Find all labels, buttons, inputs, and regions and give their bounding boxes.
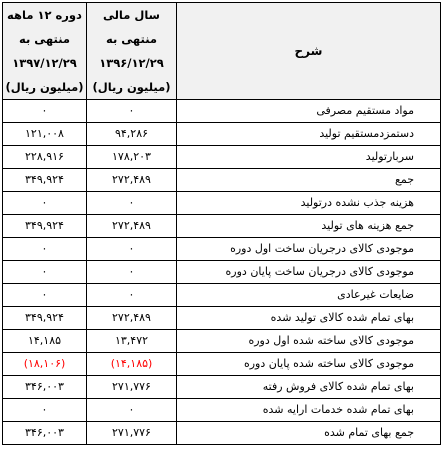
header-description: شرح [177, 3, 441, 100]
cell-curr-period: ۲۷۲,۴۸۹ [87, 307, 177, 330]
cell-prev-period: ۱۲۱,۰۰۸ [3, 123, 87, 146]
cell-description: موجودی کالای درجریان ساخت اول دوره [177, 238, 441, 261]
cell-description: مواد مستقیم مصرفی [177, 100, 441, 123]
cell-prev-period: ۳۴۹,۹۲۴ [3, 307, 87, 330]
cell-description: هزینه جذب نشده درتولید [177, 192, 441, 215]
table-row [3, 307, 441, 330]
cell-curr-period: ۲۷۱,۷۷۶ [87, 376, 177, 399]
cell-description: بهای تمام شده کالای تولید شده [177, 307, 441, 330]
header-prev-line-4: (میلیون ریال) [5, 80, 84, 94]
cell-description: موجودی کالای درجریان ساخت پایان دوره [177, 261, 441, 284]
table-row [3, 169, 441, 192]
cell-curr-period: ۰ [87, 284, 177, 307]
cell-description: بهای تمام شده کالای فروش رفته [177, 376, 441, 399]
cell-description: جمع [177, 169, 441, 192]
cell-prev-period: (۱۸,۱۰۶) [3, 353, 87, 376]
cell-prev-period: ۳۴۶,۰۰۳ [3, 376, 87, 399]
table-row [3, 238, 441, 261]
cell-description: جمع بهای تمام شده [177, 422, 441, 445]
cell-prev-period: ۰ [3, 100, 87, 123]
cell-curr-period: ۲۷۲,۴۸۹ [87, 169, 177, 192]
header-prev-line-1: دوره ۱۲ ماهه [7, 8, 82, 22]
cell-prev-period: ۱۴,۱۸۵ [3, 330, 87, 353]
table-row [3, 422, 441, 445]
header-prev-period [3, 3, 87, 100]
table-row [3, 215, 441, 238]
cell-description: موجودی کالای ساخته شده پایان دوره [177, 353, 441, 376]
header-curr-line-2: منتهی به [105, 32, 158, 46]
cell-prev-period: ۰ [3, 238, 87, 261]
cost-of-goods-table [2, 2, 441, 445]
cell-curr-period: ۲۷۱,۷۷۶ [87, 422, 177, 445]
table-row [3, 376, 441, 399]
header-curr-period [87, 3, 177, 100]
table-row [3, 123, 441, 146]
cell-prev-period: ۰ [3, 284, 87, 307]
cell-curr-period: ۱۷۸,۲۰۳ [87, 146, 177, 169]
cell-curr-period: ۰ [87, 238, 177, 261]
cell-curr-period: ۰ [87, 261, 177, 284]
table-header-row [3, 3, 441, 100]
cell-prev-period: ۰ [3, 399, 87, 422]
cell-description: سربارتولید [177, 146, 441, 169]
table-row [3, 100, 441, 123]
cell-prev-period: ۳۴۹,۹۲۴ [3, 169, 87, 192]
cell-curr-period: ۱۳,۴۷۲ [87, 330, 177, 353]
cell-prev-period: ۳۴۶,۰۰۳ [3, 422, 87, 445]
cell-curr-period: (۱۴,۱۸۵) [87, 353, 177, 376]
cell-curr-period: ۰ [87, 399, 177, 422]
table-row [3, 192, 441, 215]
cell-description: بهای تمام شده خدمات ارایه شده [177, 399, 441, 422]
header-curr-line-1: سال مالی [102, 8, 160, 22]
table-row [3, 399, 441, 422]
header-curr-line-4: (میلیون ریال) [92, 80, 171, 94]
cell-description: موجودی کالای ساخته شده اول دوره [177, 330, 441, 353]
cell-description: دستمزدمستقیم تولید [177, 123, 441, 146]
header-prev-line-2: منتهی به [18, 32, 71, 46]
cell-curr-period: ۹۴,۲۸۶ [87, 123, 177, 146]
cell-prev-period: ۳۴۹,۹۲۴ [3, 215, 87, 238]
cell-curr-period: ۲۷۲,۴۸۹ [87, 215, 177, 238]
table-row [3, 261, 441, 284]
table-row [3, 146, 441, 169]
table-body [3, 100, 441, 445]
cell-curr-period: ۰ [87, 100, 177, 123]
cell-prev-period: ۰ [3, 261, 87, 284]
header-curr-line-3: ۱۳۹۶/۱۲/۲۹ [99, 56, 164, 70]
cell-curr-period: ۰ [87, 192, 177, 215]
table-row [3, 353, 441, 376]
cell-prev-period: ۲۲۸,۹۱۶ [3, 146, 87, 169]
cell-description: ضایعات غیرعادی [177, 284, 441, 307]
table-row [3, 330, 441, 353]
header-prev-line-3: ۱۳۹۷/۱۲/۲۹ [12, 56, 77, 70]
cell-description: جمع هزینه های تولید [177, 215, 441, 238]
table-row [3, 284, 441, 307]
cell-prev-period: ۰ [3, 192, 87, 215]
